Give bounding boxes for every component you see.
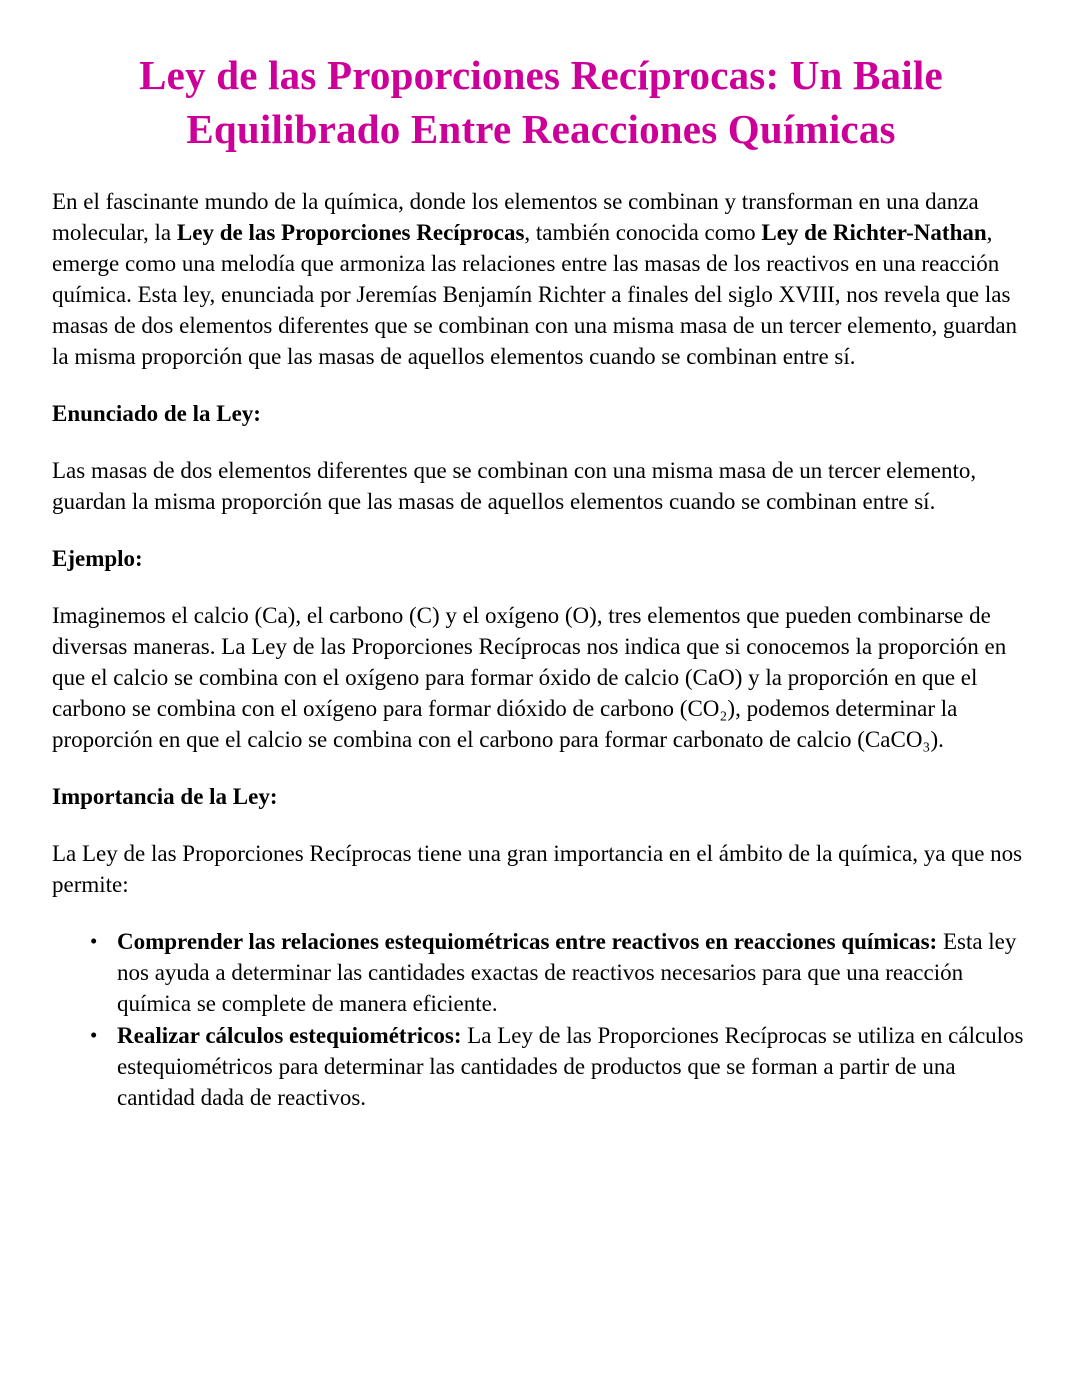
intro-bold-law-name: Ley de las Proporciones Recíprocas (176, 220, 525, 246)
importancia-paragraph: La Ley de las Proporciones Recíprocas tiene una gran importancia en el ámbito de la química, ya que nos permite: (52, 841, 1023, 898)
section-heading-importancia: Importancia de la Ley: (52, 784, 278, 810)
list-item-text: Esta ley nos ayuda a determinar las cantidades exactas de reactivos necesarios para que una reacción química se complete de manera eficiente. (117, 929, 1017, 1017)
intro-text-1: En el fascinante mundo de la química, donde los elementos se combinan y transforman en una danza molecular, la (52, 189, 979, 246)
intro-bold-richter-nathan: Ley de Richter-Nathan (761, 220, 987, 246)
list-item-realizar (88, 1020, 1030, 1113)
intro-text-3: , emerge como una melodía que armoniza las relaciones entre las masas de los reactivos en una reacción química. Esta ley, enunciada por Jeremías Benjamín Richter a finales del siglo XVIII, nos revela que las masas de dos elementos diferentes que se combinan con una misma masa de un tercer elemento, guardan la misma proporción que las masas de aquellos elementos cuando se combinan entre sí. (52, 220, 1018, 370)
list-item-bold-lead: Realizar cálculos estequiométricos: (117, 1023, 462, 1049)
section-heading-ejemplo: Ejemplo: (52, 546, 143, 572)
list-item-comprender (88, 926, 1030, 1019)
importance-list (88, 926, 1030, 1113)
intro-paragraph (52, 186, 1030, 372)
enunciado-paragraph: Las masas de dos elementos diferentes que se combinan con una misma masa de un tercer elemento, guardan la misma proporción que las masas de aquellos elementos cuando se combinan entre sí. (52, 458, 977, 515)
list-item-text: La Ley de las Proporciones Recíprocas se utiliza en cálculos estequiométricos para determinar las cantidades de productos que se forman a partir de una cantidad dada de reactivos. (117, 1023, 1024, 1111)
intro-text-2: , también conocida como (524, 220, 762, 246)
page-title: Ley de las Proporciones Recíprocas: Un Baile Equilibrado Entre Reacciones Químicas (139, 52, 943, 153)
section-heading-enunciado: Enunciado de la Ley: (52, 401, 261, 427)
list-item-bold-lead: Comprender las relaciones estequiométricas entre reactivos en reacciones químicas: (117, 929, 938, 955)
ejemplo-paragraph: Imaginemos el calcio (Ca), el carbono (C) y el oxígeno (O), tres elementos que pueden combinarse de diversas maneras. La Ley de las Proporciones Recíprocas nos indica que si conocemos la proporción en que el calcio se combina con el oxígeno para formar óxido de calcio (CaO) y la proporción en que el carbono se combina con el oxígeno para formar dióxido de carbono (CO₂), podemos determinar la proporción en que el calcio se combina con el carbono para formar carbonato de calcio (CaCO₃). (52, 603, 1007, 753)
